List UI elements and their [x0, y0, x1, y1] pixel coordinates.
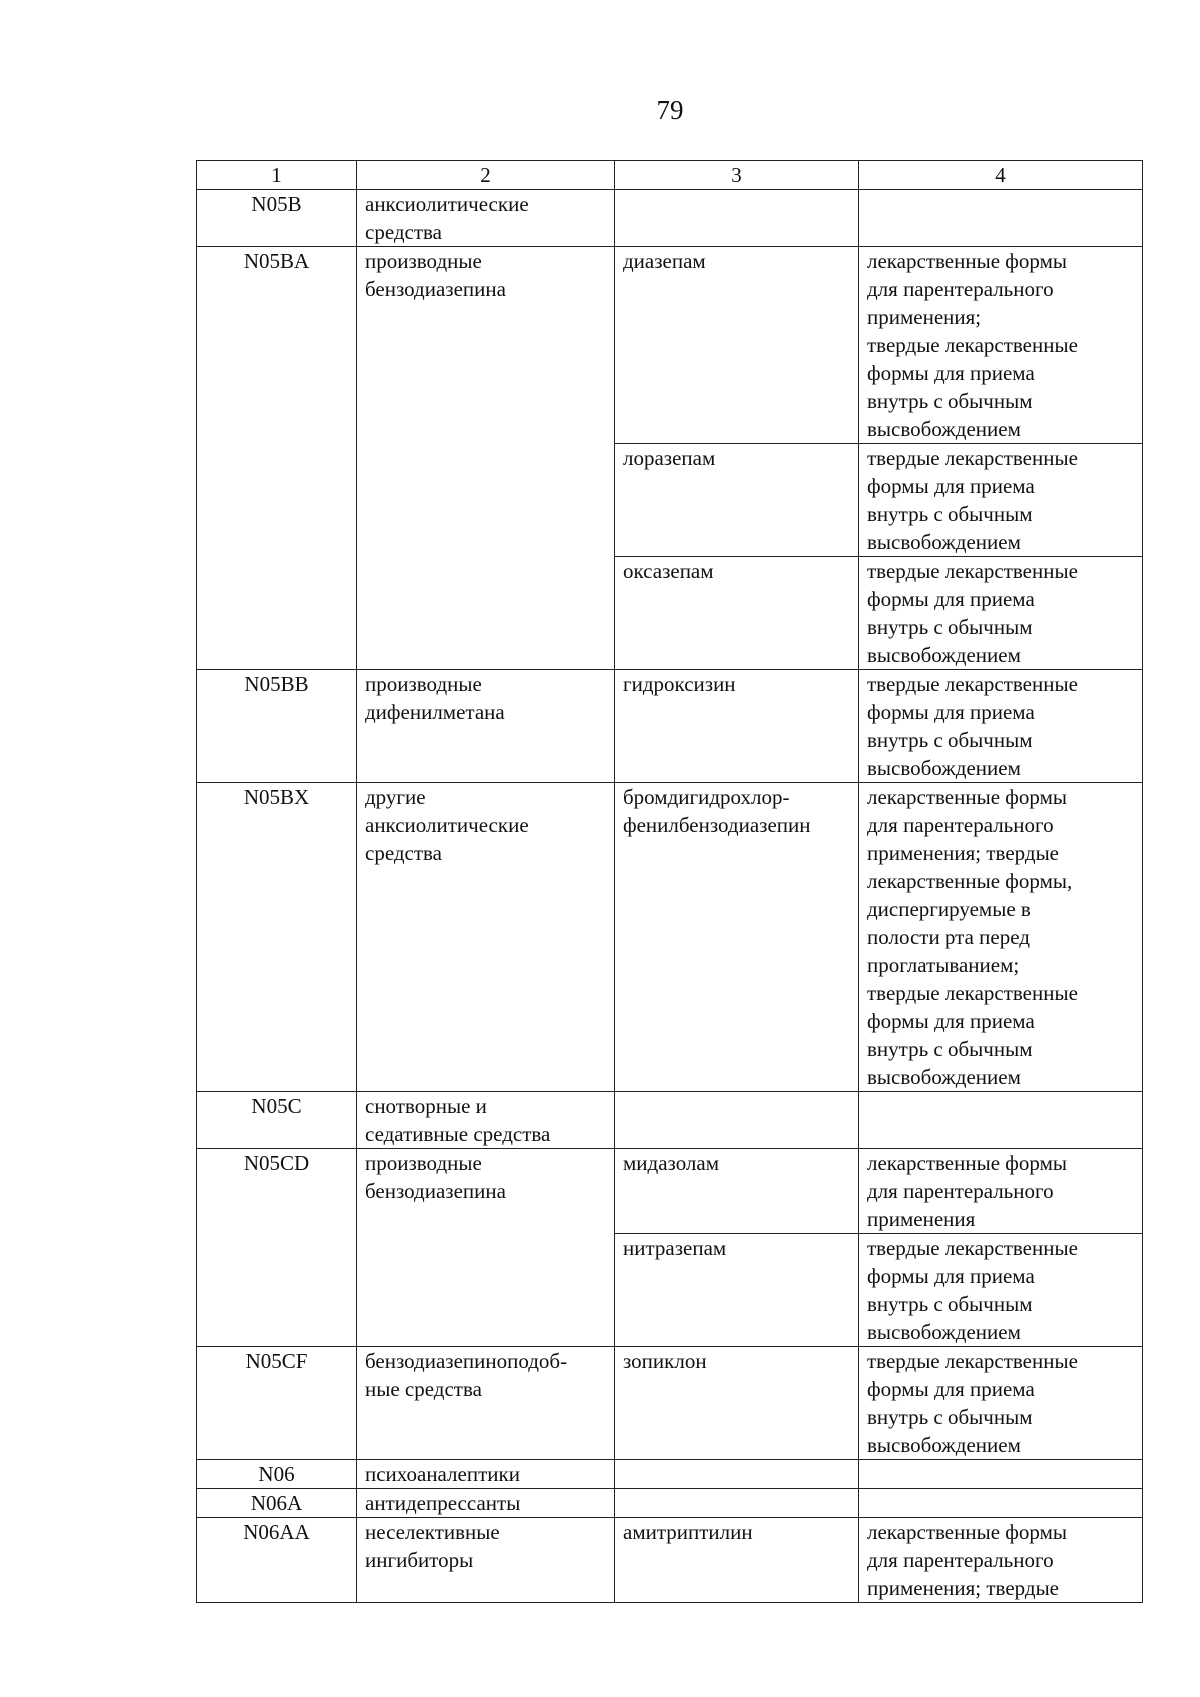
table-row [197, 190, 1143, 247]
atc-code: N06AA [197, 1518, 357, 1603]
atc-code: N05CD [197, 1149, 357, 1347]
group-name: анксиолитические средства [357, 190, 615, 247]
group-name: производные бензодиазепина [357, 1149, 615, 1347]
table-row [197, 1518, 1143, 1603]
dosage-form: лекарственные формы для парентерального применения; твердые [859, 1518, 1143, 1603]
table-row [197, 670, 1143, 783]
drug-name: амитриптилин [615, 1518, 859, 1603]
atc-code: N06 [197, 1460, 357, 1489]
header-col-4: 4 [859, 161, 1143, 190]
atc-code: N05BA [197, 247, 357, 670]
atc-code: N05C [197, 1092, 357, 1149]
table-row [197, 1489, 1143, 1518]
header-col-2: 2 [357, 161, 615, 190]
dosage-form [859, 1489, 1143, 1518]
drug-name: нитразепам [615, 1234, 859, 1347]
drug-name: мидазолам [615, 1149, 859, 1234]
header-col-3: 3 [615, 161, 859, 190]
atc-code: N06A [197, 1489, 357, 1518]
dosage-form: лекарственные формы для парентерального применения [859, 1149, 1143, 1234]
atc-code: N05BX [197, 783, 357, 1092]
group-name: антидепрессанты [357, 1489, 615, 1518]
table-row [197, 1460, 1143, 1489]
atc-code: N05CF [197, 1347, 357, 1460]
header-col-1: 1 [197, 161, 357, 190]
drug-name [615, 190, 859, 247]
dosage-form: твердые лекарственные формы для приема внутрь с обычным высвобождением [859, 670, 1143, 783]
group-name: неселективные ингибиторы [357, 1518, 615, 1603]
drug-name: зопиклон [615, 1347, 859, 1460]
table-row [197, 783, 1143, 1092]
dosage-form: твердые лекарственные формы для приема внутрь с обычным высвобождением [859, 557, 1143, 670]
table-row [197, 1347, 1143, 1460]
dosage-form [859, 1460, 1143, 1489]
table-header-row [197, 161, 1143, 190]
atc-code: N05BB [197, 670, 357, 783]
dosage-form: лекарственные формы для парентерального применения; твердые лекарственные формы для приема внутрь с обычным высвобождением [859, 247, 1143, 444]
dosage-form: лекарственные формы для парентерального применения; твердые лекарственные формы, диспергируемые в полости рта перед проглатыванием; твердые лекарственные формы для приема внутрь с обычным высвобождением [859, 783, 1143, 1092]
drug-name: диазепам [615, 247, 859, 444]
dosage-form [859, 190, 1143, 247]
table-row [197, 247, 1143, 444]
dosage-form [859, 1092, 1143, 1149]
atc-code: N05B [197, 190, 357, 247]
dosage-form: твердые лекарственные формы для приема внутрь с обычным высвобождением [859, 444, 1143, 557]
group-name: психоаналептики [357, 1460, 615, 1489]
drug-classification-table [196, 160, 1143, 1603]
drug-name: бромдигидрохлор- фенилбензодиазепин [615, 783, 859, 1092]
drug-name [615, 1489, 859, 1518]
dosage-form: твердые лекарственные формы для приема внутрь с обычным высвобождением [859, 1347, 1143, 1460]
group-name: производные бензодиазепина [357, 247, 615, 670]
drug-name [615, 1460, 859, 1489]
group-name: другие анксиолитические средства [357, 783, 615, 1092]
drug-name [615, 1092, 859, 1149]
page-number: 79 [656, 95, 684, 125]
group-name: бензодиазепиноподоб- ные средства [357, 1347, 615, 1460]
table-row [197, 1149, 1143, 1234]
group-name: производные дифенилметана [357, 670, 615, 783]
drug-name: гидроксизин [615, 670, 859, 783]
group-name: снотворные и седативные средства [357, 1092, 615, 1149]
table-row [197, 1092, 1143, 1149]
drug-name: лоразепам [615, 444, 859, 557]
drug-name: оксазепам [615, 557, 859, 670]
dosage-form: твердые лекарственные формы для приема внутрь с обычным высвобождением [859, 1234, 1143, 1347]
